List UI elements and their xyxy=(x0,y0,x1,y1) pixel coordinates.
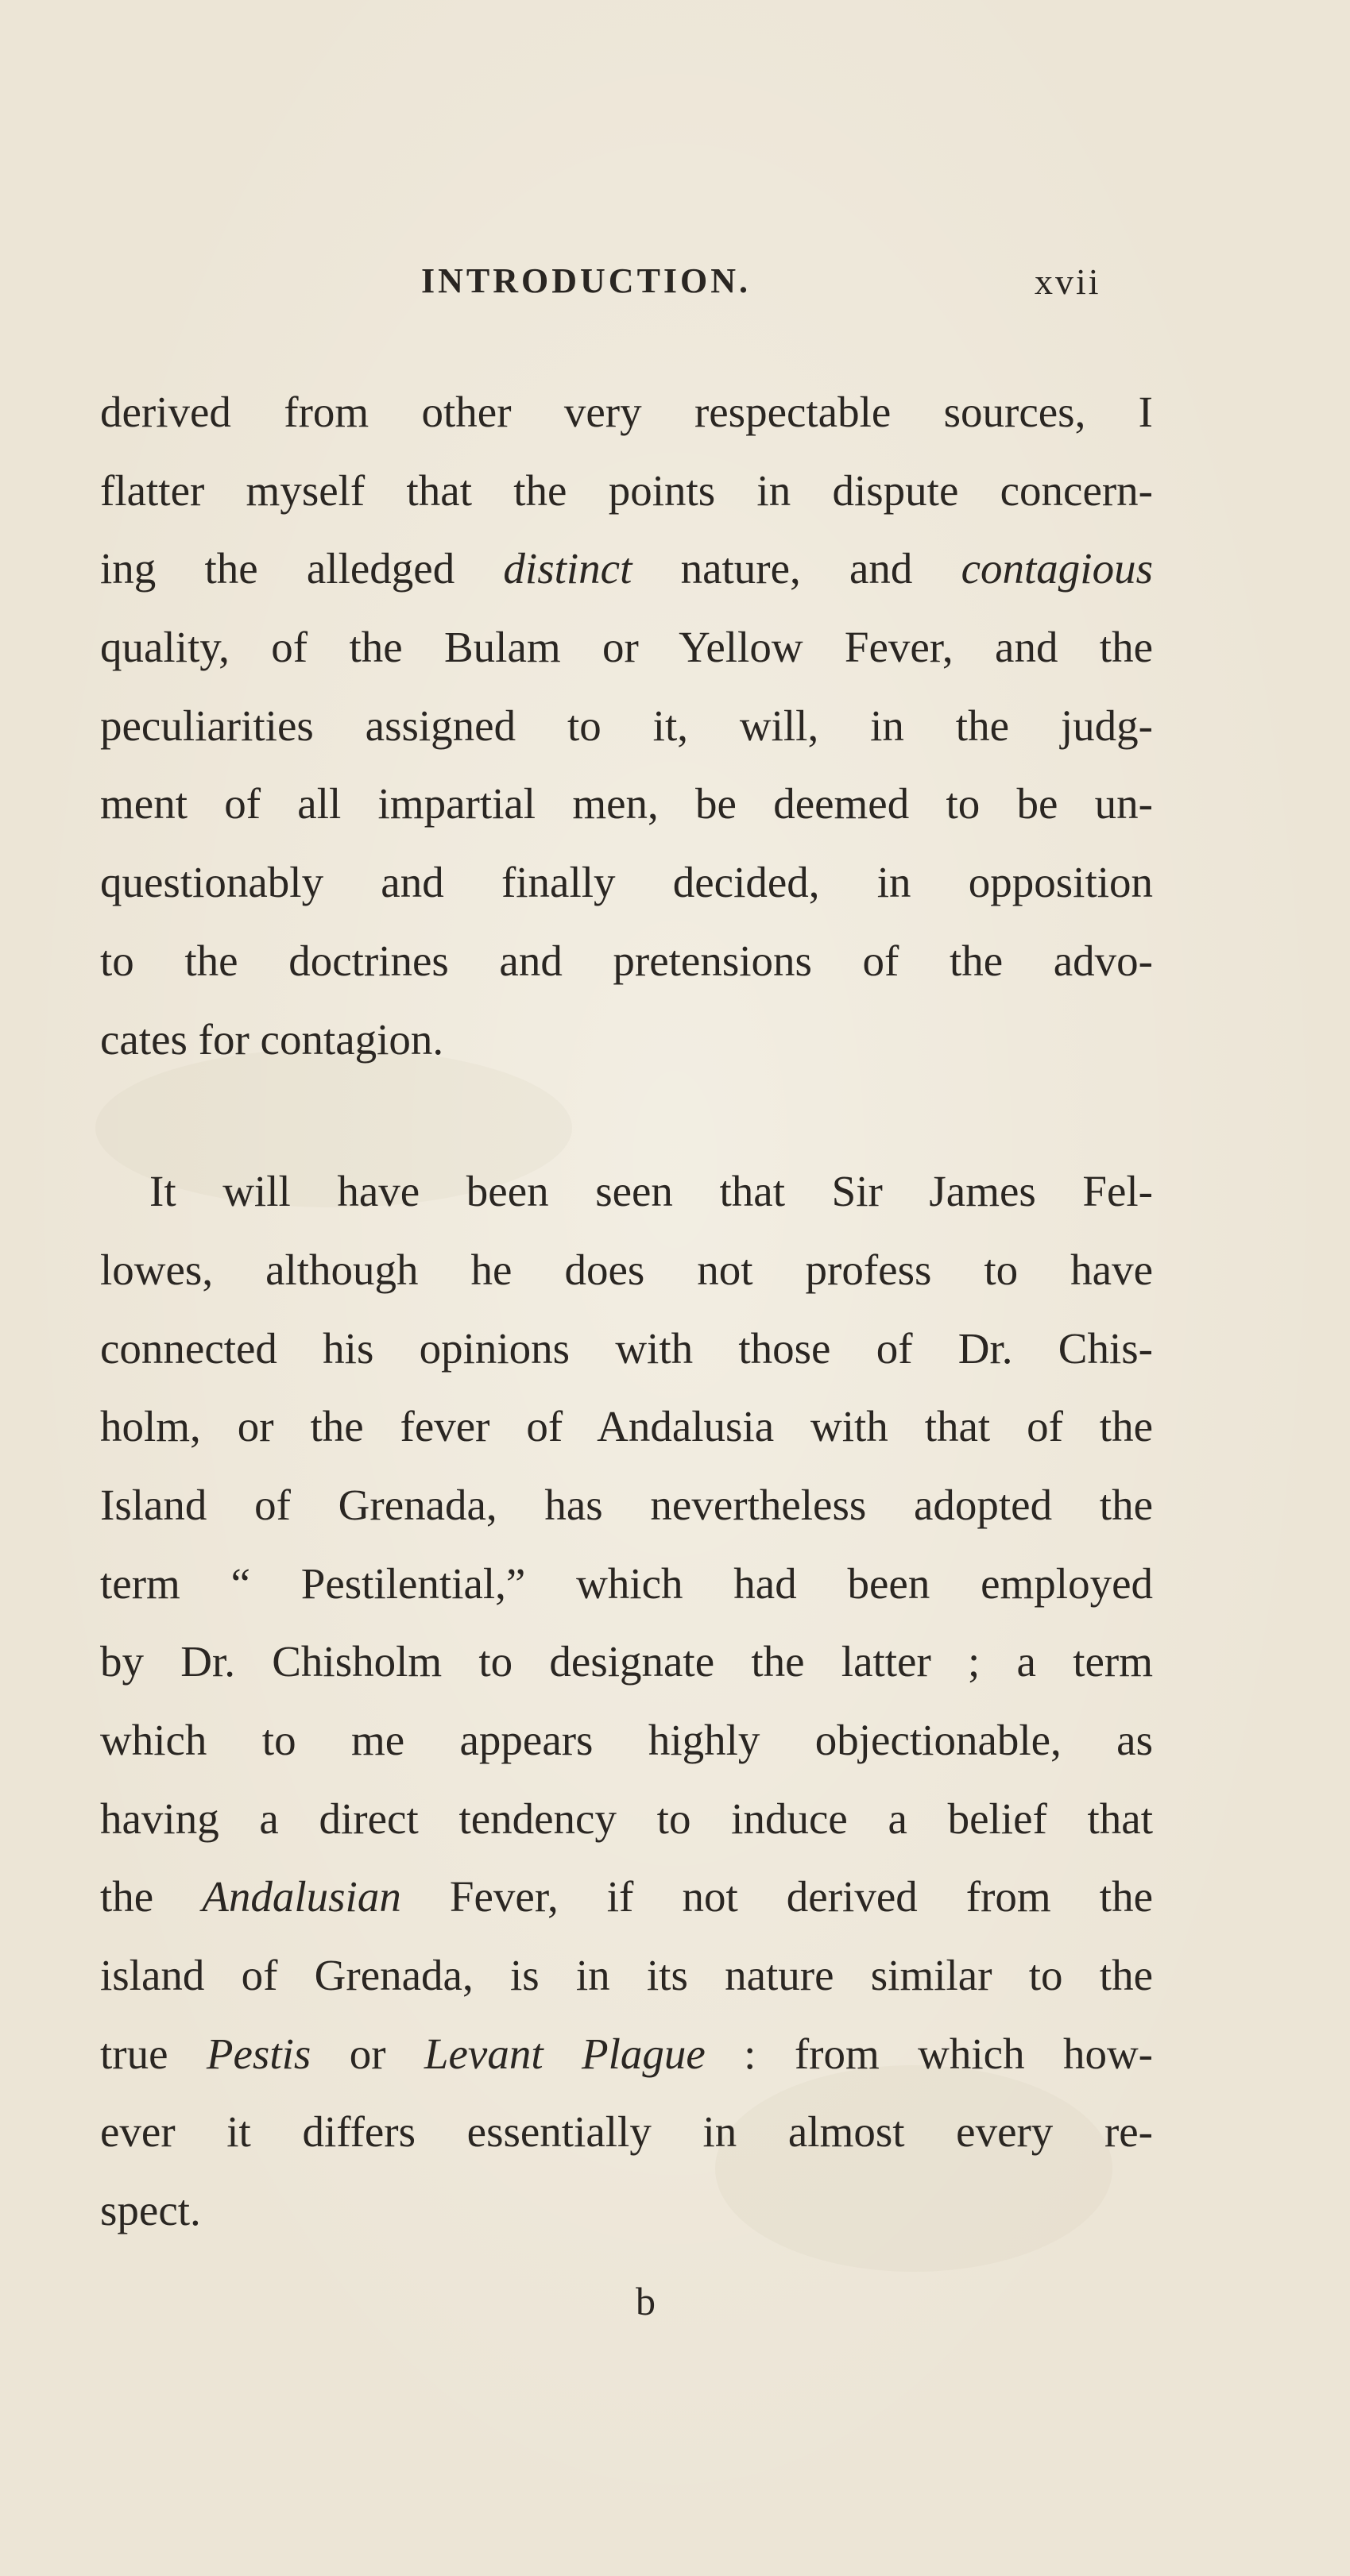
text-line: Island of Grenada, has nevertheless adopted the xyxy=(100,1480,1153,1529)
text-line: derived from other very respectable sources, I xyxy=(100,388,1153,436)
text-line: questionably and finally decided, in opposition xyxy=(100,858,1153,907)
italic-term: distinct xyxy=(503,544,632,593)
text-line: island of Grenada, is in its nature similar to the xyxy=(100,1951,1153,2000)
text-line: holm, or the fever of Andalusia with that of the xyxy=(100,1402,1153,1451)
text-line: peculiarities assigned to it, will, in the judg- xyxy=(100,701,1153,750)
text-line: cates for contagion. xyxy=(100,1014,444,1064)
italic-term: contagious xyxy=(961,544,1153,593)
text-line: the Andalusian Fever, if not derived from the xyxy=(100,1872,1153,1921)
text-line: true Pestis or Levant Plague : from which how- xyxy=(100,2029,1153,2078)
running-head xyxy=(0,261,1350,308)
text-line: connected his opinions with those of Dr. Chis- xyxy=(100,1323,1153,1373)
text-line: lowes, although he does not profess to have xyxy=(100,1245,1153,1294)
paragraph-1 xyxy=(100,373,1153,1079)
italic-term: Levant Plague xyxy=(424,2029,706,2078)
text-line: which to me appears highly objectionable, as xyxy=(100,1716,1153,1764)
text-line: term “ Pestilential,” which had been employed xyxy=(100,1558,1153,1608)
signature-mark: b xyxy=(636,2279,656,2323)
text-line: ment of all impartial men, be deemed to be un- xyxy=(100,779,1153,828)
text-line: ever it differs essentially in almost every re- xyxy=(100,2107,1153,2157)
text-line: to the doctrines and pretensions of the advo- xyxy=(100,936,1153,985)
text-line: flatter myself that the points in dispute concern- xyxy=(100,465,1153,515)
text-line: spect. xyxy=(100,2186,201,2235)
text-line: by Dr. Chisholm to designate the latter ; a term xyxy=(100,1637,1153,1686)
italic-term: Pestis xyxy=(206,2029,311,2078)
paragraph-2 xyxy=(100,1153,1153,2250)
page-number: xvii xyxy=(1035,261,1101,302)
text-line: quality, of the Bulam or Yellow Fever, and the xyxy=(100,623,1153,672)
body-text xyxy=(100,373,1153,2250)
italic-term: Andalusian xyxy=(202,1872,401,1921)
paragraph-gap xyxy=(100,1079,1153,1153)
text-line: having a direct tendency to induce a belief that xyxy=(100,1794,1153,1843)
running-title: INTRODUCTION. xyxy=(421,261,752,300)
text-line: ing the alledged distinct nature, and contagious xyxy=(100,544,1153,593)
text-line: It will have been seen that Sir James Fel- xyxy=(149,1167,1153,1216)
